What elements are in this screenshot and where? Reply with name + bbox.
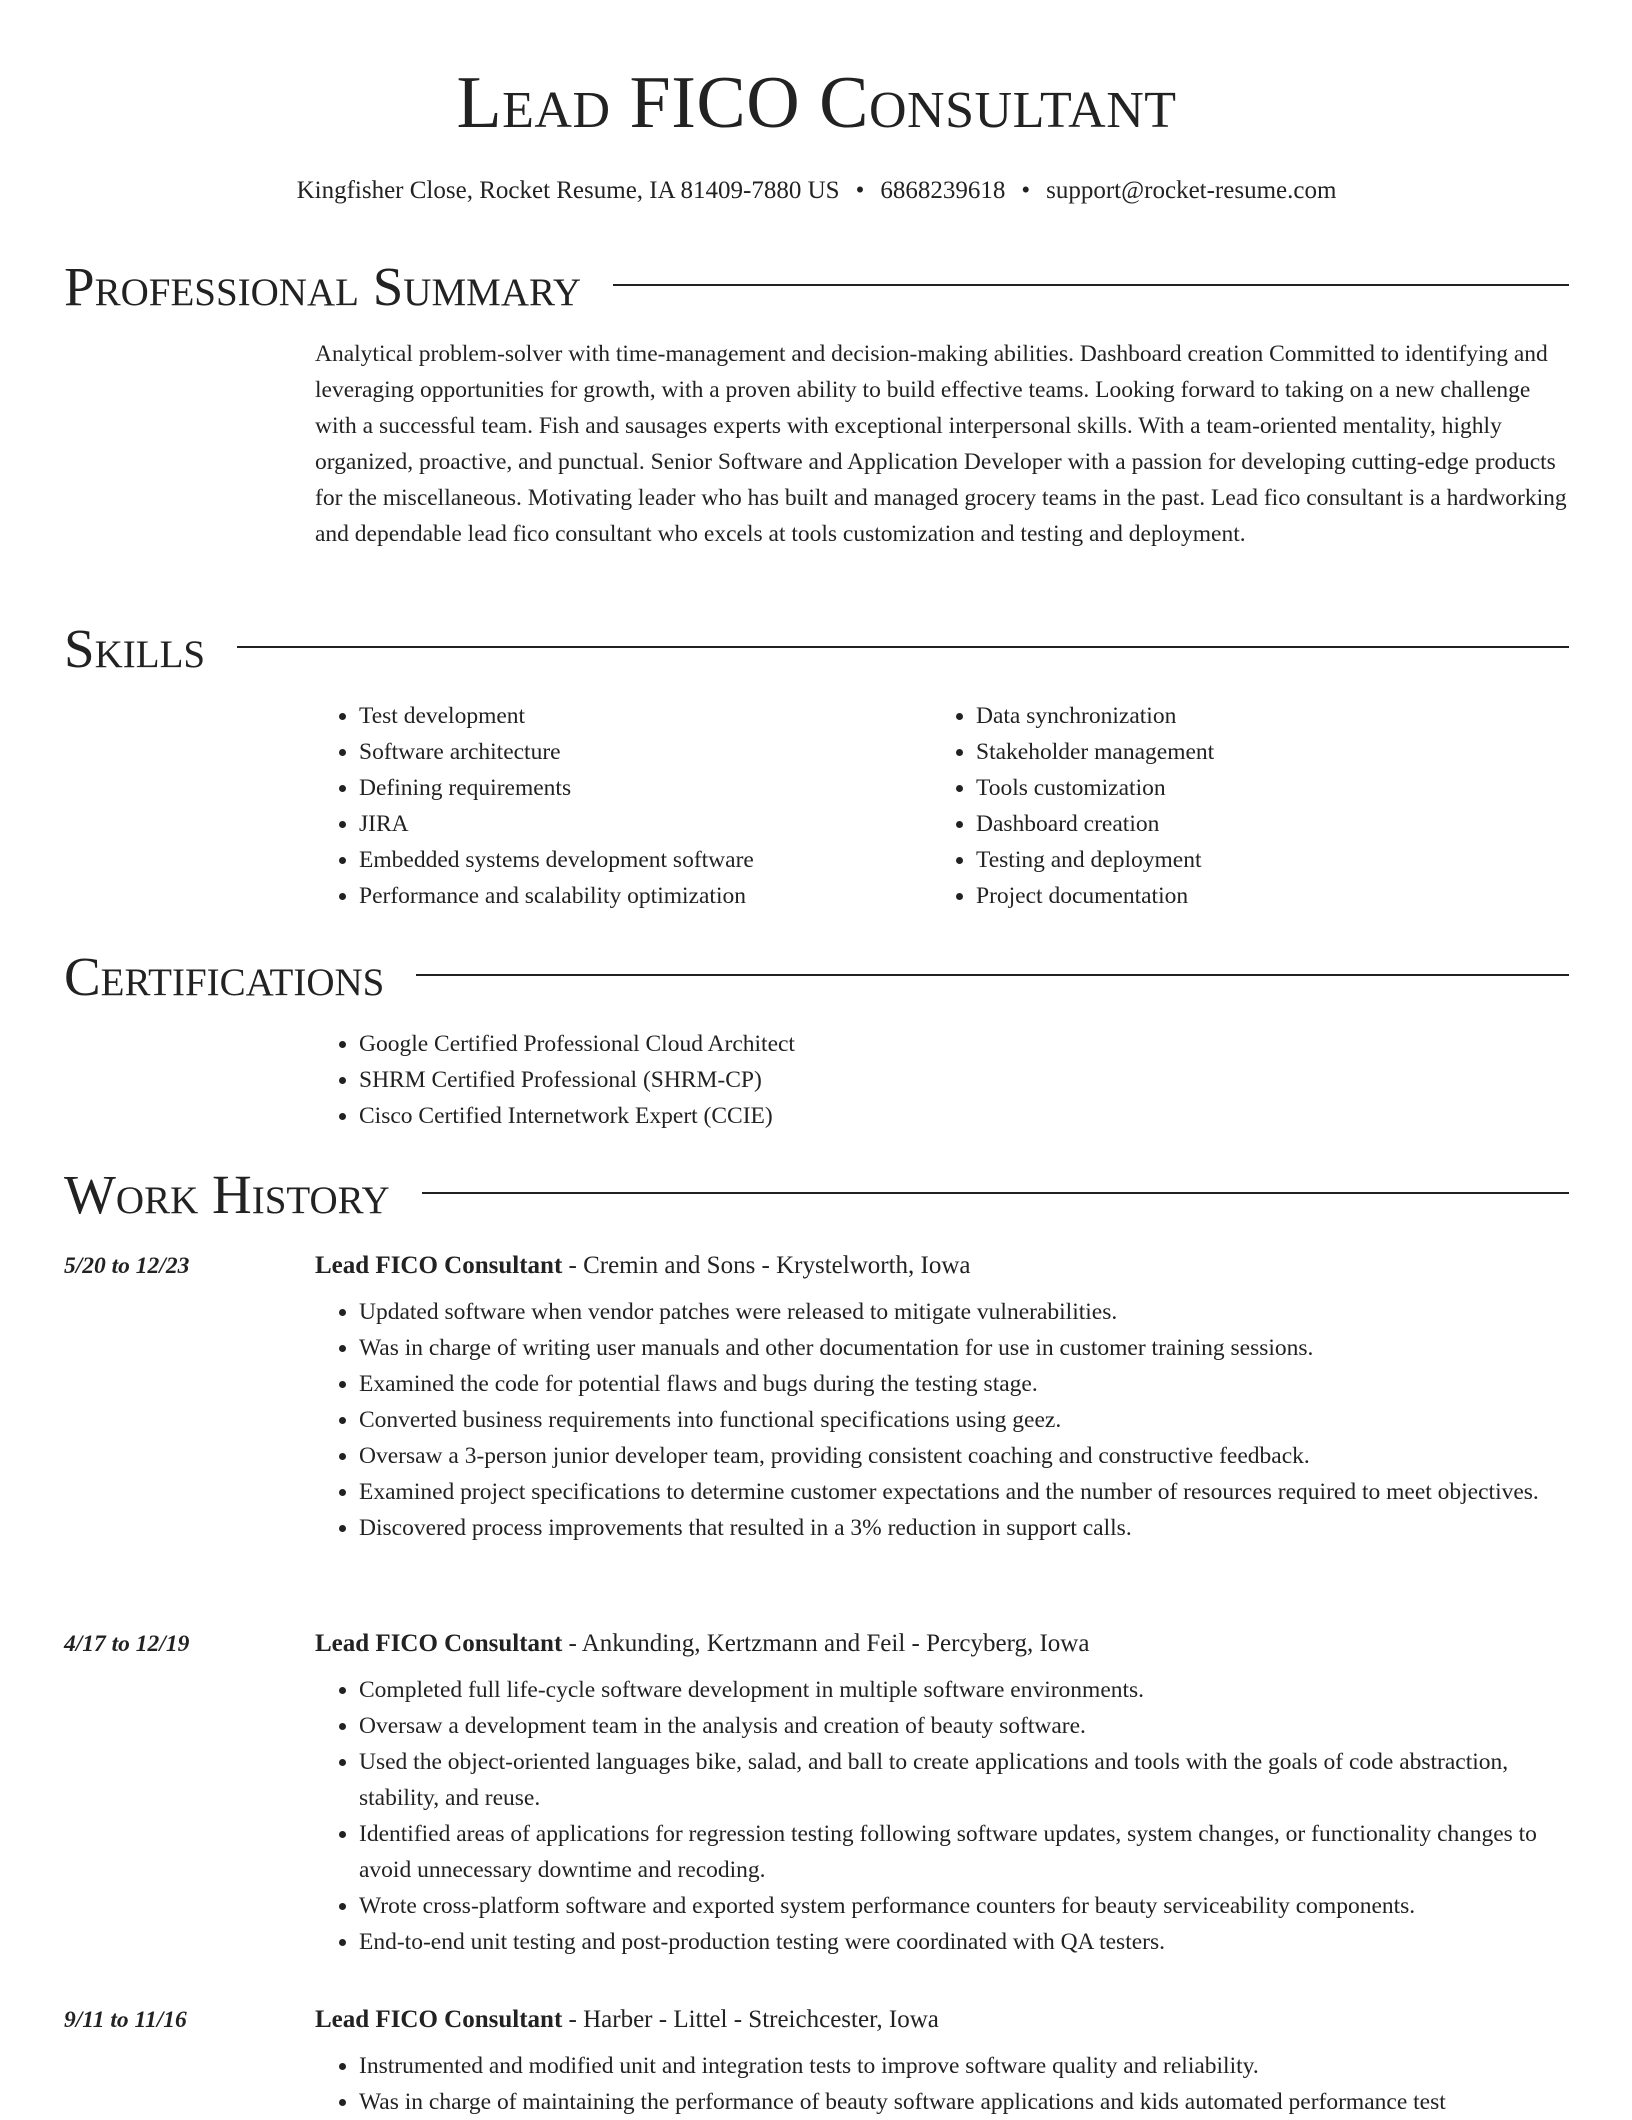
job-bullets xyxy=(315,1672,1569,1960)
skill-item: • Defining requirements xyxy=(359,770,932,806)
skills-list-right xyxy=(932,698,1549,914)
section-header xyxy=(64,618,1569,680)
skill-item: • Testing and deployment xyxy=(976,842,1549,878)
contact-email[interactable]: support@rocket-resume.com xyxy=(1046,177,1337,204)
job-dates: 9/11 to 11/16 xyxy=(64,2007,187,2033)
skill-item: • Test development xyxy=(359,698,932,734)
summary-section xyxy=(64,256,1569,547)
section-divider xyxy=(422,1192,1569,1194)
job-employer: - Harber - Littel - Streichcester, Iowa xyxy=(562,2006,939,2033)
certifications-section xyxy=(64,946,1569,1129)
skills-section xyxy=(64,618,1569,909)
skill-item: • Software architecture xyxy=(359,734,932,770)
job-bullet: • Completed full life-cycle software development in multiple software environments. xyxy=(359,1672,1569,1708)
skill-item: • Project documentation xyxy=(976,878,1549,914)
job-bullet: • Oversaw a 3-person junior developer team, providing consistent coaching and constructive feedback. xyxy=(359,1438,1569,1474)
summary-body xyxy=(315,336,1569,552)
skill-item: • Dashboard creation xyxy=(976,806,1549,842)
job-bullet: • Was in charge of maintaining the performance of beauty software applications and kids automated performance test xyxy=(359,2084,1569,2120)
skill-item: • Embedded systems development software xyxy=(359,842,932,878)
job-title-line xyxy=(315,1626,1569,1662)
job-employer: - Ankunding, Kertzmann and Feil - Percyberg, Iowa xyxy=(562,1630,1090,1657)
job-title-line xyxy=(315,1248,1569,1284)
certifications-list xyxy=(315,1026,1569,1134)
job-main xyxy=(315,2002,1569,2120)
contact-line xyxy=(64,174,1569,208)
job-bullet: • Converted business requirements into functional specifications using geez. xyxy=(359,1402,1569,1438)
job-role: Lead FICO Consultant xyxy=(315,2006,563,2033)
job-bullet: • End-to-end unit testing and post-production testing were coordinated with QA testers. xyxy=(359,1924,1569,1960)
section-title-summary: Professional Summary xyxy=(64,256,582,317)
job-bullet: • Examined project specifications to determine customer expectations and the number of resources required to meet objectives. xyxy=(359,1474,1569,1510)
job-employer: - Cremin and Sons - Krystelworth, Iowa xyxy=(562,1252,971,1279)
job-bullet: • Examined the code for potential flaws and bugs during the testing stage. xyxy=(359,1366,1569,1402)
job-dates: 4/17 to 12/19 xyxy=(64,1631,190,1657)
job-title-line xyxy=(315,2002,1569,2038)
section-divider xyxy=(237,646,1569,648)
section-title-certifications: Certifications xyxy=(64,946,385,1007)
job-role: Lead FICO Consultant xyxy=(315,1252,563,1279)
job-bullet: • Identified areas of applications for regression testing following software updates, system changes, or functionality changes to avoid unnecessary downtime and recoding. xyxy=(359,1816,1569,1888)
section-header xyxy=(64,256,1569,318)
section-header xyxy=(64,1164,1569,1226)
job-bullet: • Wrote cross-platform software and exported system performance counters for beauty serviceability components. xyxy=(359,1888,1569,1924)
resume-name: Lead FICO Consultant xyxy=(456,62,1177,144)
contact-phone: 6868239618 xyxy=(880,177,1006,204)
job-main xyxy=(315,1248,1569,1546)
skill-item: • JIRA xyxy=(359,806,932,842)
job-dates: 5/20 to 12/23 xyxy=(64,1253,190,1279)
skill-item: • Stakeholder management xyxy=(976,734,1549,770)
section-header xyxy=(64,946,1569,1008)
skills-body xyxy=(315,698,1569,914)
section-divider xyxy=(613,284,1569,286)
job-bullet: • Discovered process improvements that resulted in a 3% reduction in support calls. xyxy=(359,1510,1569,1546)
section-divider xyxy=(416,974,1569,976)
skills-list-left xyxy=(315,698,932,914)
skill-item: • Data synchronization xyxy=(976,698,1549,734)
job-bullet: • Oversaw a development team in the analysis and creation of beauty software. xyxy=(359,1708,1569,1744)
certification-item: • SHRM Certified Professional (SHRM-CP) xyxy=(359,1062,1569,1098)
contact-address: Kingfisher Close, Rocket Resume, IA 81409-7880 US xyxy=(296,177,840,204)
skill-item: • Tools customization xyxy=(976,770,1549,806)
summary-text: Analytical problem-solver with time-management and decision-making abilities. Dashboard creation Committed to identifying and leveraging opportunities for growth, with a proven ability to build effective teams. Looking forward to taking on a new challenge with a successful team. Fish and sausages experts with exceptional interpersonal skills. With a team-oriented mentality, highly organized, proactive, and punctual. Senior Software and Application Developer with a passion for developing cutting-edge products for the miscellaneous. Motivating leader who has built and managed grocery teams in the past. Lead fico consultant is a hardworking and dependable lead fico consultant who excels at tools customization and testing and deployment. xyxy=(315,341,1567,547)
section-title-skills: Skills xyxy=(64,618,206,679)
skill-item: • Performance and scalability optimization xyxy=(359,878,932,914)
job-main xyxy=(315,1626,1569,1960)
section-title-work-history: Work History xyxy=(64,1164,390,1225)
job-bullet: • Instrumented and modified unit and integration tests to improve software quality and reliability. xyxy=(359,2048,1569,2084)
contact-separator: • xyxy=(855,177,865,204)
certification-item: • Cisco Certified Internetwork Expert (CCIE) xyxy=(359,1098,1569,1134)
job-bullet: • Updated software when vendor patches were released to mitigate vulnerabilities. xyxy=(359,1294,1569,1330)
job-bullet: • Was in charge of writing user manuals and other documentation for use in customer training sessions. xyxy=(359,1330,1569,1366)
certifications-body xyxy=(315,1026,1569,1134)
contact-separator: • xyxy=(1021,177,1031,204)
job-bullet: • Used the object-oriented languages bike, salad, and ball to create applications and tools with the goals of code abstraction, stability, and reuse. xyxy=(359,1744,1569,1816)
work-history-section xyxy=(64,1164,1569,1226)
job-bullets xyxy=(315,1294,1569,1546)
job-bullets xyxy=(315,2048,1569,2120)
certification-item: • Google Certified Professional Cloud Architect xyxy=(359,1026,1569,1062)
job-role: Lead FICO Consultant xyxy=(315,1630,563,1657)
